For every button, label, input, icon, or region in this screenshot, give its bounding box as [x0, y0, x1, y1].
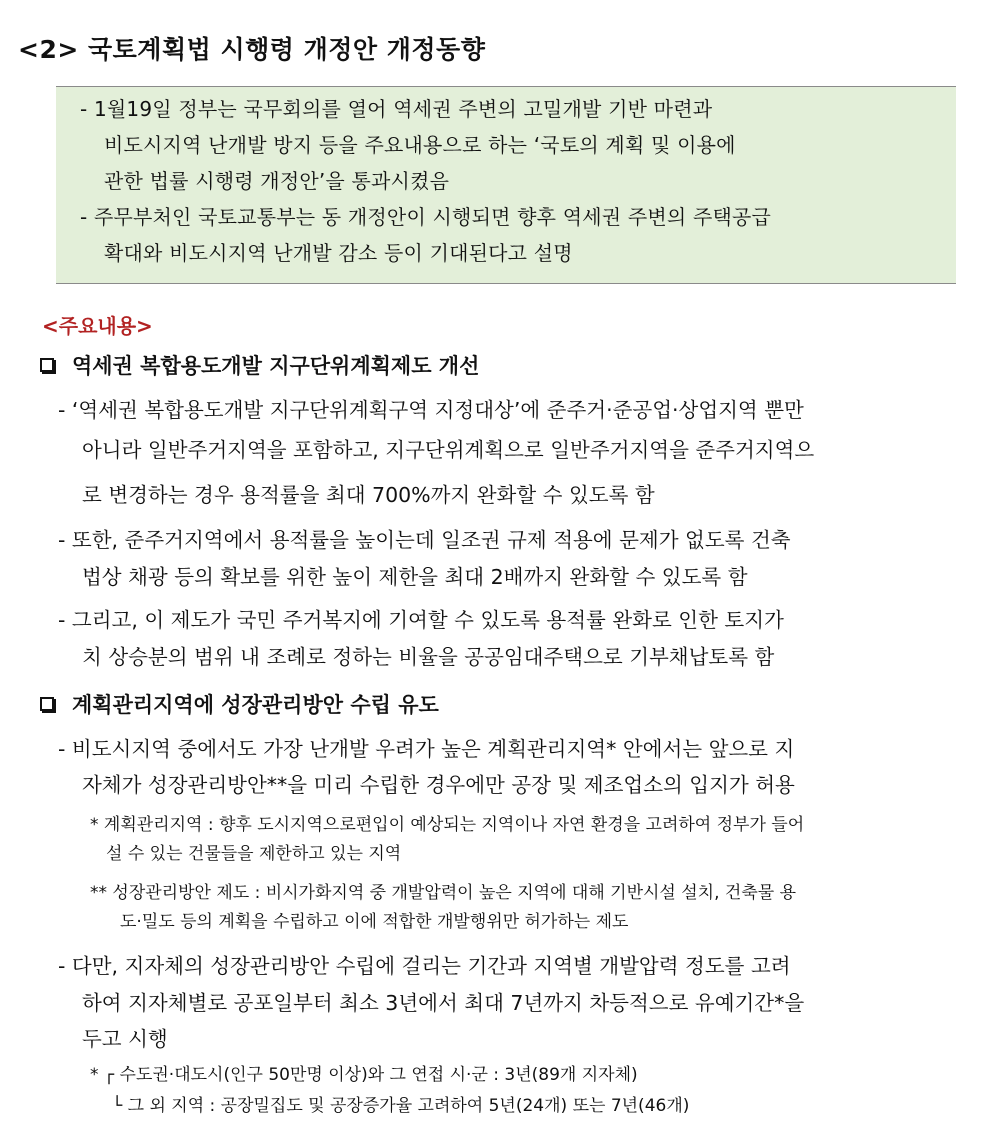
main-content-label: <주요내용> — [42, 314, 153, 338]
summary-line: - 주무부처인 국토교통부는 동 개정안이 시행되면 향후 역세권 주변의 주택공급 — [80, 205, 772, 229]
page-title: <2> 국토계획법 시행령 개정안 개정동향 — [18, 35, 486, 64]
bullet-line: 자체가 성장관리방안**을 미리 수립한 경우에만 공장 및 제조업소의 입지가 허용 — [82, 773, 795, 797]
summary-line: 비도시지역 난개발 방지 등을 주요내용으로 하는 ‘국토의 계획 및 이용에 — [104, 133, 736, 157]
bullet-line: - ‘역세권 복합용도개발 지구단위계획구역 지정대상’에 준주거·준공업·상업지역 뿐만 — [58, 398, 804, 422]
bullet-line: 아니라 일반주거지역을 포함하고, 지구단위계획으로 일반주거지역을 준주거지역으 — [82, 438, 815, 462]
bullet-line: 두고 시행 — [82, 1027, 168, 1051]
bullet-line: 치 상승분의 범위 내 조례로 정하는 비율을 공공임대주택으로 기부채납토록 함 — [82, 645, 775, 669]
footnote-line: * 계획관리지역 : 향후 도시지역으로편입이 예상되는 지역이나 자연 환경을 고려하여 정부가 들어 — [90, 815, 805, 835]
footnote-line: * ┌ 수도권·대도시(인구 50만명 이상)와 그 연접 시·군 : 3년(89개 지자체) — [90, 1065, 638, 1085]
summary-line: - 1월19일 정부는 국무회의를 열어 역세권 주변의 고밀개발 기반 마련과 — [80, 97, 713, 121]
summary-box — [56, 86, 956, 284]
footnote-line: 도·밀도 등의 계획을 수립하고 이에 적합한 개발행위만 허가하는 제도 — [120, 912, 629, 932]
bullet-line: - 비도시지역 중에서도 가장 난개발 우려가 높은 계획관리지역* 안에서는 앞으로 지 — [58, 737, 795, 761]
bullet-line: - 그리고, 이 제도가 국민 주거복지에 기여할 수 있도록 용적률 완화로 인한 토지가 — [58, 608, 784, 632]
bullet-line: 하여 지자체별로 공포일부터 최소 3년에서 최대 7년까지 차등적으로 유예기간*을 — [82, 991, 805, 1015]
section-heading-text: 계획관리지역에 성장관리방안 수립 유도 — [72, 693, 439, 717]
footnote-line: └ 그 외 지역 : 공장밀집도 및 공장증가율 고려하여 5년(24개) 또는 7년(46개) — [112, 1096, 690, 1116]
section-heading-text: 역세권 복합용도개발 지구단위계획제도 개선 — [72, 354, 480, 378]
bullet-line: - 또한, 준주거지역에서 용적률을 높이는데 일조권 규제 적용에 문제가 없도록 건축 — [58, 528, 791, 552]
bullet-line: 법상 채광 등의 확보를 위한 높이 제한을 최대 2배까지 완화할 수 있도록 함 — [82, 565, 748, 589]
bullet-line: 로 변경하는 경우 용적률을 최대 700%까지 완화할 수 있도록 함 — [82, 483, 655, 507]
summary-line: 확대와 비도시지역 난개발 감소 등이 기대된다고 설명 — [104, 241, 573, 265]
bullet-line: - 다만, 지자체의 성장관리방안 수립에 걸리는 기간과 지역별 개발압력 정도를 고려 — [58, 954, 791, 978]
summary-line: 관한 법률 시행령 개정안’을 통과시켰음 — [104, 169, 450, 193]
section-heading-station-area — [40, 350, 479, 380]
footnote-line: 설 수 있는 건물들을 제한하고 있는 지역 — [106, 844, 402, 864]
checkbox-icon — [40, 358, 54, 372]
checkbox-icon — [40, 697, 54, 711]
footnote-line: ** 성장관리방안 제도 : 비시가화지역 중 개발압력이 높은 지역에 대해 기반시설 설치, 건축물 용 — [90, 883, 796, 903]
section-heading-planning-area — [40, 689, 439, 719]
